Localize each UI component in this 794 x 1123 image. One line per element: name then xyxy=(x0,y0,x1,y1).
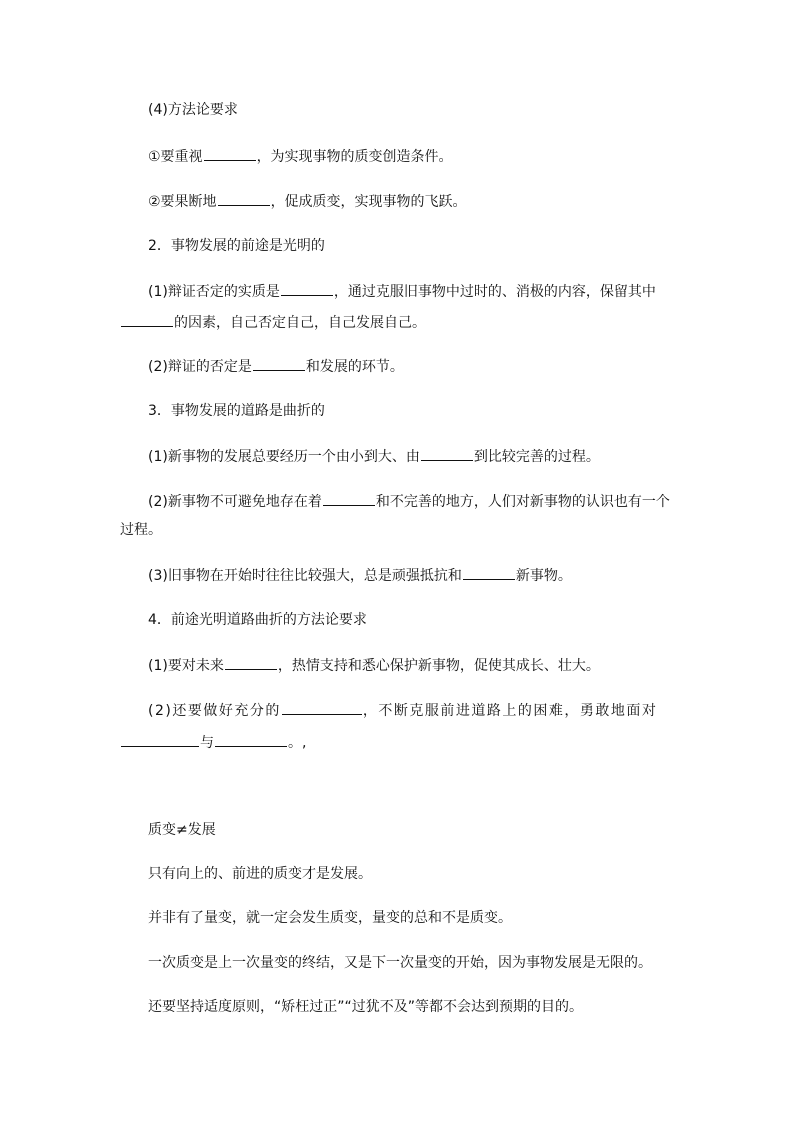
tortuous-item-3: (3)旧事物在开始时往往比较强大，总是顽强抵抗和 新事物。 xyxy=(148,565,572,586)
method-heading: (4)方法论要求 xyxy=(148,102,238,118)
requirements-item-2-line-1: (2)还要做好充分的 ，不断克服前进道路上的困难，勇敢地面对 xyxy=(148,700,657,721)
fill-blank[interactable] xyxy=(225,655,277,670)
fill-blank[interactable] xyxy=(121,732,199,747)
method-item-1: ①要重视 ，为实现事物的质变创造条件。 xyxy=(148,146,453,167)
fill-blank[interactable] xyxy=(323,491,375,506)
notes-line-4: 还要坚持适度原则，“矫枉过正”“过犹不及”等都不会达到预期的目的。 xyxy=(148,999,584,1015)
fill-blank[interactable] xyxy=(215,732,287,747)
fill-blank[interactable] xyxy=(121,312,173,327)
tortuous-item-2-line-1: (2)新事物不可避免地存在着 和不完善的地方，人们对新事物的认识也有一个 xyxy=(148,491,670,512)
bright-item-1-line-1: (1)辩证否定的实质是 ，通过克服旧事物中过时的、消极的内容，保留其中 xyxy=(148,281,656,302)
requirements-item-2-line-2: 与 。, xyxy=(120,732,306,753)
notes-line-2: 并非有了量变，就一定会发生质变，量变的总和不是质变。 xyxy=(148,910,512,926)
fill-blank[interactable] xyxy=(218,191,270,206)
fill-blank[interactable] xyxy=(463,565,515,580)
requirements-heading: 4．前途光明道路曲折的方法论要求 xyxy=(148,612,367,628)
bright-heading: 2．事物发展的前途是光明的 xyxy=(148,238,325,254)
bright-item-1-line-2: 的因素，自己否定自己，自己发展自己。 xyxy=(120,312,426,333)
fill-blank[interactable] xyxy=(253,356,305,371)
notes-line-1: 只有向上的、前进的质变才是发展。 xyxy=(148,866,372,882)
fill-blank[interactable] xyxy=(421,446,473,461)
fill-blank[interactable] xyxy=(204,146,256,161)
method-item-2: ②要果断地 ，促成质变，实现事物的飞跃。 xyxy=(148,191,467,212)
notes-line-3: 一次质变是上一次量变的终结，又是下一次量变的开始，因为事物发展是无限的。 xyxy=(148,955,652,971)
requirements-item-1: (1)要对未来 ，热情支持和悉心保护新事物，促使其成长、壮大。 xyxy=(148,655,600,676)
tortuous-item-2-line-2: 过程。 xyxy=(120,522,162,538)
tortuous-item-1: (1)新事物的发展总要经历一个由小到大、由 到比较完善的过程。 xyxy=(148,446,600,467)
fill-blank[interactable] xyxy=(281,281,333,296)
bright-item-2: (2)辩证的否定是 和发展的环节。 xyxy=(148,356,404,377)
fill-blank[interactable] xyxy=(282,700,362,715)
tortuous-heading: 3．事物发展的道路是曲折的 xyxy=(148,403,325,419)
notes-heading: 质变≠发展 xyxy=(148,822,216,838)
